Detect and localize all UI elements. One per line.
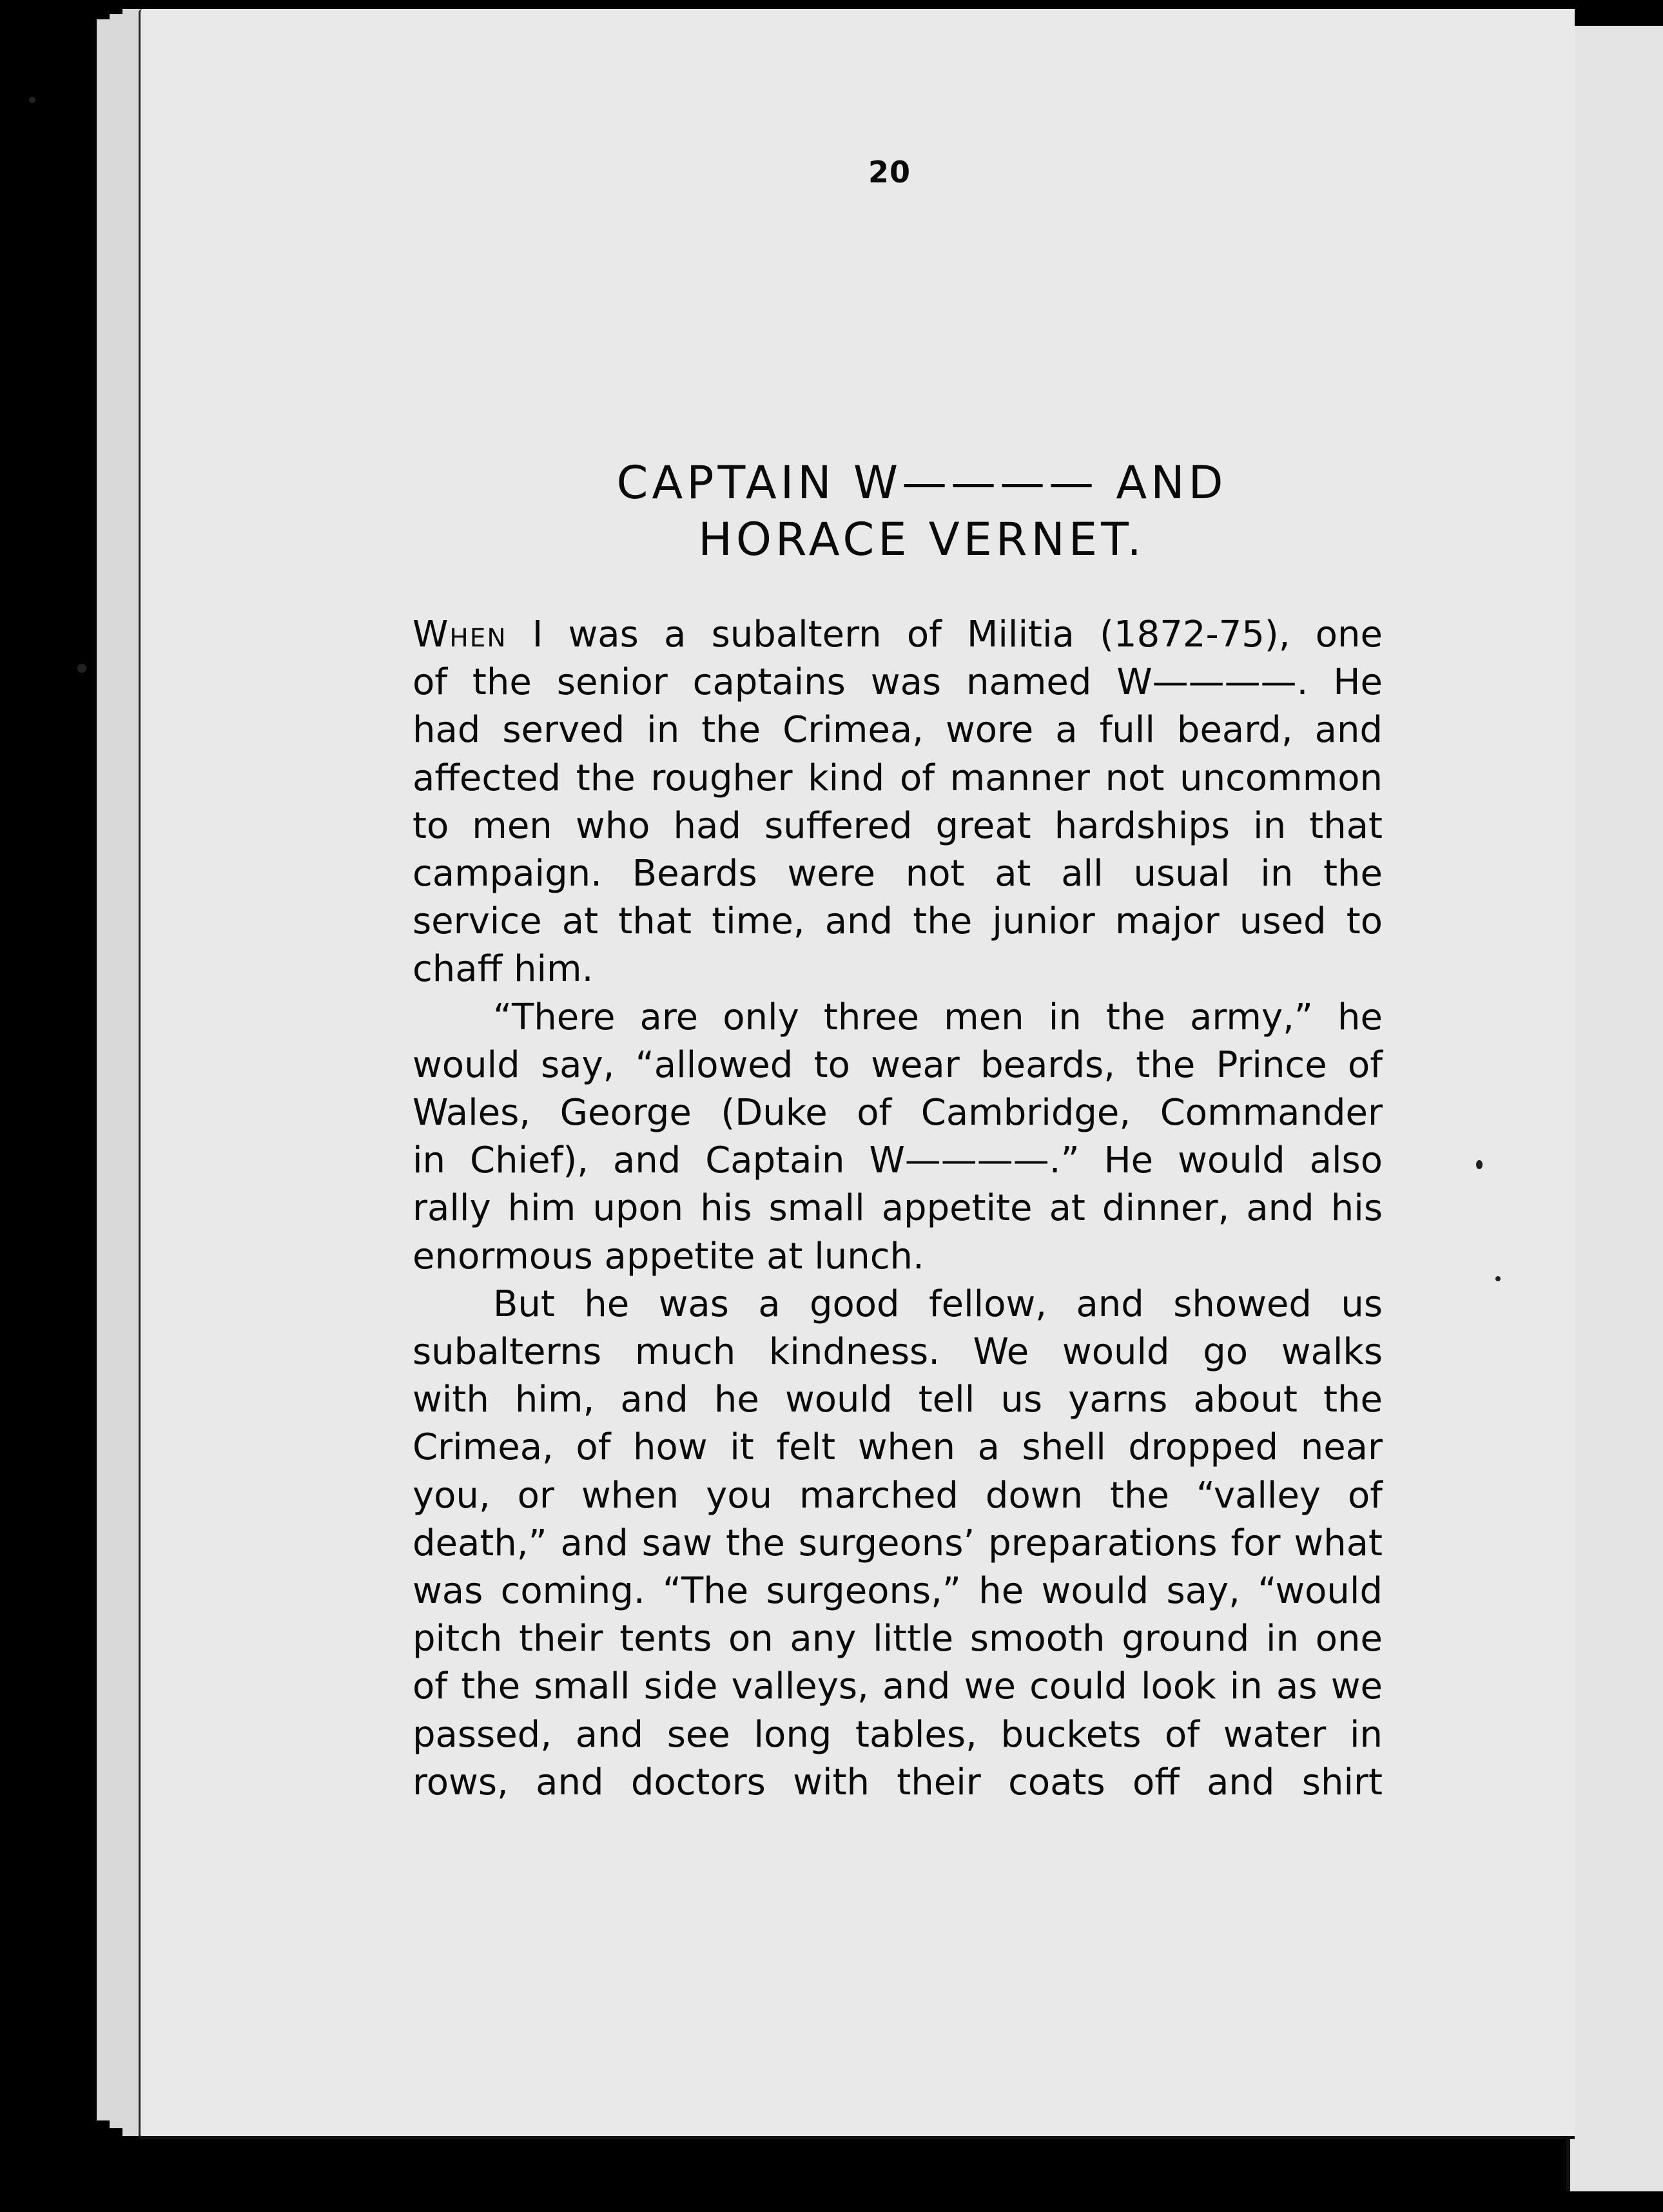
text-line-rest: I was a subaltern of Militia (1872-75), one (507, 614, 1383, 655)
text-line: service at that time, and the junior major used to (413, 900, 1383, 943)
text-line: of the senior captains was named W————. He (413, 661, 1383, 704)
text-line: of the small side valleys, and we could look in as we (413, 1665, 1383, 1708)
page-number: 20 (868, 155, 911, 189)
paragraph-3 (413, 1281, 1383, 1807)
text-line: had served in the Crimea, wore a full beard, and (413, 709, 1383, 752)
chapter-title-line-1: CAPTAIN W———— AND (616, 456, 1227, 509)
scan-speck (1495, 1276, 1501, 1281)
text-line: you, or when you marched down the “valley of (413, 1474, 1383, 1517)
text-line (413, 1281, 1383, 1328)
text-line (413, 611, 1383, 659)
drop-word: When (413, 614, 507, 655)
text-line: campaign. Beards were not at all usual in the (413, 853, 1383, 895)
text-line: Crimea, of how it felt when a shell dropped near (413, 1426, 1383, 1469)
text-line: to men who had suffered great hardships in that (413, 804, 1383, 847)
text-line: with him, and he would tell us yarns about the (413, 1379, 1383, 1421)
chapter-title-line-2: HORACE VERNET. (698, 513, 1145, 566)
text-line: chaff him. (413, 948, 594, 991)
text-line: affected the rougher kind of manner not uncommon (413, 757, 1383, 799)
text-line: subalterns much kindness. We would go walks (413, 1331, 1383, 1373)
chapter-title (387, 454, 1457, 568)
text-line: enormous appetite at lunch. (413, 1235, 924, 1277)
facing-page-edge (1566, 26, 1663, 2191)
text-line (413, 994, 1383, 1042)
body-text (413, 611, 1383, 1807)
paragraph-1 (413, 611, 1383, 994)
text-line: was coming. “The surgeons,” he would say, “would (413, 1570, 1383, 1613)
text-line: rows, and doctors with their coats off and shirt (413, 1761, 1383, 1803)
text-line: would say, “allowed to wear beards, the Prince of (413, 1043, 1383, 1086)
text-line: passed, and see long tables, buckets of water in (413, 1713, 1383, 1756)
text-line: death,” and saw the surgeons’ preparations for what (413, 1522, 1383, 1564)
text-line: Wales, George (Duke of Cambridge, Commander (413, 1092, 1383, 1134)
text-line: in Chief), and Captain W————.” He would also (413, 1140, 1383, 1182)
scan-speck (1476, 1160, 1483, 1169)
scan-speck (77, 664, 86, 673)
text-line: pitch their tents on any little smooth ground in one (413, 1618, 1383, 1660)
text-line-content: “There are only three men in the army,” he (493, 996, 1383, 1038)
scan-speck (29, 97, 35, 103)
paragraph-2 (413, 994, 1383, 1281)
text-line: rally him upon his small appetite at dinner, and his (413, 1187, 1383, 1230)
text-line-content: But he was a good fellow, and showed us (493, 1283, 1383, 1325)
